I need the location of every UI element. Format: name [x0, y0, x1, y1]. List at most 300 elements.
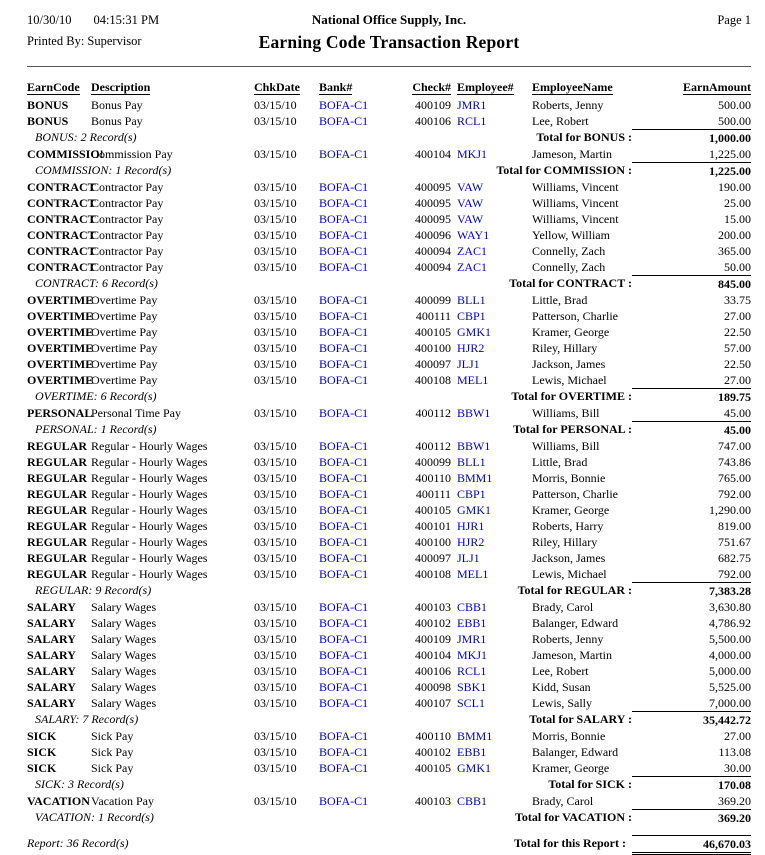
chk-date-cell: 03/15/10: [254, 696, 297, 710]
table-row: [27, 340, 751, 356]
description-cell: Regular - Hourly Wages: [91, 567, 208, 581]
check-number-cell: 400109: [415, 98, 451, 112]
bank-link[interactable]: BOFA-C1: [319, 535, 369, 549]
earn-amount-cell: 27.00: [724, 309, 751, 323]
bank-link[interactable]: BOFA-C1: [319, 648, 369, 662]
earn-code-cell: OVERTIME: [27, 357, 94, 371]
table-row: [27, 566, 751, 582]
group-record-count: REGULAR: 9 Record(s): [35, 583, 152, 597]
chk-date-cell: 03/15/10: [254, 471, 297, 485]
employee-name-cell: Lee, Robert: [532, 114, 589, 128]
col-employee: Employee#: [457, 80, 514, 94]
group-summary-row: [27, 809, 751, 826]
table-row: [27, 679, 751, 695]
bank-link[interactable]: BOFA-C1: [319, 212, 369, 226]
employee-link[interactable]: GMK1: [457, 761, 492, 775]
chk-date-cell: 03/15/10: [254, 729, 297, 743]
bank-link[interactable]: BOFA-C1: [319, 455, 369, 469]
description-cell: Sick Pay: [91, 745, 134, 759]
employee-link[interactable]: JMR1: [457, 632, 487, 646]
check-number-cell: 400110: [415, 471, 451, 485]
employee-name-cell: Patterson, Charlie: [532, 309, 618, 323]
check-number-cell: 400097: [415, 551, 451, 565]
chk-date-cell: 03/15/10: [254, 114, 297, 128]
employee-link[interactable]: JLJ1: [457, 357, 480, 371]
chk-date-cell: 03/15/10: [254, 632, 297, 646]
report-record-count: Report: 36 Record(s): [27, 836, 129, 850]
employee-name-cell: Balanger, Edward: [532, 745, 619, 759]
group-total-amount: 369.20: [632, 809, 751, 826]
employee-name-cell: Williams, Vincent: [532, 196, 619, 210]
check-number-cell: 400106: [415, 114, 451, 128]
earn-code-cell: OVERTIME: [27, 293, 94, 307]
bank-link[interactable]: BOFA-C1: [319, 680, 369, 694]
group-record-count: COMMISSION: 1 Record(s): [35, 163, 172, 177]
employee-link[interactable]: HJR1: [457, 519, 485, 533]
description-cell: Overtime Pay: [91, 309, 158, 323]
chk-date-cell: 03/15/10: [254, 309, 297, 323]
employee-link[interactable]: MKJ1: [457, 147, 488, 161]
chk-date-cell: 03/15/10: [254, 567, 297, 581]
earn-amount-cell: 3,630.80: [709, 600, 751, 614]
employee-link[interactable]: JLJ1: [457, 551, 480, 565]
check-number-cell: 400103: [415, 794, 451, 808]
employee-name-cell: Kidd, Susan: [532, 680, 591, 694]
check-number-cell: 400112: [415, 406, 451, 420]
bank-link[interactable]: BOFA-C1: [319, 357, 369, 371]
table-row: [27, 179, 751, 195]
earn-amount-cell: 500.00: [718, 98, 751, 112]
check-number-cell: 400106: [415, 664, 451, 678]
chk-date-cell: 03/15/10: [254, 98, 297, 112]
employee-name-cell: Morris, Bonnie: [532, 729, 606, 743]
bank-link[interactable]: BOFA-C1: [319, 406, 369, 420]
earn-code-cell: REGULAR: [27, 455, 88, 469]
chk-date-cell: 03/15/10: [254, 616, 297, 630]
table-row: [27, 243, 751, 259]
printed-by: Printed By: Supervisor: [27, 34, 142, 48]
description-cell: Regular - Hourly Wages: [91, 503, 208, 517]
description-cell: Salary Wages: [91, 696, 157, 710]
employee-link[interactable]: CBB1: [457, 794, 488, 808]
employee-link[interactable]: CBP1: [457, 309, 486, 323]
earn-amount-cell: 25.00: [724, 196, 751, 210]
bank-link[interactable]: BOFA-C1: [319, 260, 369, 274]
chk-date-cell: 03/15/10: [254, 664, 297, 678]
description-cell: Salary Wages: [91, 648, 157, 662]
employee-name-cell: Roberts, Harry: [532, 519, 604, 533]
group-record-count: VACATION: 1 Record(s): [35, 810, 154, 824]
employee-link[interactable]: BMM1: [457, 729, 493, 743]
check-number-cell: 400100: [415, 535, 451, 549]
employee-name-cell: Roberts, Jenny: [532, 632, 604, 646]
table-row: [27, 631, 751, 647]
description-cell: Personal Time Pay: [91, 406, 182, 420]
bank-link[interactable]: BOFA-C1: [319, 373, 369, 387]
employee-link[interactable]: RCL1: [457, 114, 487, 128]
employee-name-cell: Williams, Bill: [532, 439, 600, 453]
bank-link[interactable]: BOFA-C1: [319, 293, 369, 307]
title-band: [27, 32, 751, 62]
table-row: [27, 470, 751, 486]
check-number-cell: 400099: [415, 293, 451, 307]
earn-code-cell: REGULAR: [27, 503, 88, 517]
table-row: [27, 97, 751, 113]
earn-amount-cell: 751.67: [718, 535, 751, 549]
chk-date-cell: 03/15/10: [254, 745, 297, 759]
check-number-cell: 400105: [415, 503, 451, 517]
earn-code-cell: CONTRACT: [27, 260, 96, 274]
earn-amount-cell: 7,000.00: [709, 696, 751, 710]
header-rule: [27, 66, 751, 67]
employee-link[interactable]: HJR2: [457, 341, 485, 355]
employee-link[interactable]: ZAC1: [457, 244, 487, 258]
description-cell: Contractor Pay: [91, 180, 164, 194]
earn-amount-cell: 682.75: [718, 551, 751, 565]
earn-amount-cell: 45.00: [724, 406, 751, 420]
earn-amount-cell: 200.00: [718, 228, 751, 242]
earn-code-cell: BONUS: [27, 114, 69, 128]
earn-amount-cell: 4,000.00: [709, 648, 751, 662]
employee-link[interactable]: MEL1: [457, 567, 489, 581]
group-summary-row: [27, 582, 751, 599]
group-total-amount: 1,225.00: [632, 162, 751, 179]
earn-amount-cell: 1,290.00: [709, 503, 751, 517]
earn-code-cell: OVERTIME: [27, 341, 94, 355]
earn-amount-cell: 27.00: [724, 729, 751, 743]
report-total-amount: 46,670.03: [632, 835, 751, 855]
description-cell: Overtime Pay: [91, 373, 158, 387]
group-total-label: Total for BONUS :: [536, 130, 632, 144]
bank-link[interactable]: BOFA-C1: [319, 729, 369, 743]
print-datetime: [27, 13, 312, 28]
earn-amount-cell: 22.50: [724, 357, 751, 371]
table-row: [27, 760, 751, 776]
earn-code-cell: OVERTIME: [27, 325, 94, 339]
group-summary-row: [27, 275, 751, 292]
employee-link[interactable]: MKJ1: [457, 648, 488, 662]
earn-amount-cell: 33.75: [724, 293, 751, 307]
description-cell: Overtime Pay: [91, 325, 158, 339]
employee-link[interactable]: MEL1: [457, 373, 489, 387]
table-row: [27, 372, 751, 388]
table-row: [27, 195, 751, 211]
group-total-amount: 170.08: [632, 776, 751, 793]
description-cell: Contractor Pay: [91, 196, 164, 210]
chk-date-cell: 03/15/10: [254, 794, 297, 808]
employee-link[interactable]: EBB1: [457, 745, 487, 759]
table-row: [27, 695, 751, 711]
group-summary-row: [27, 162, 751, 179]
employee-link[interactable]: VAW: [457, 180, 484, 194]
earn-amount-cell: 765.00: [718, 471, 751, 485]
table-row: [27, 259, 751, 275]
table-row: [27, 502, 751, 518]
bank-link[interactable]: BOFA-C1: [319, 325, 369, 339]
bank-link[interactable]: BOFA-C1: [319, 600, 369, 614]
description-cell: Sick Pay: [91, 729, 134, 743]
earn-amount-cell: 57.00: [724, 341, 751, 355]
earn-code-cell: SICK: [27, 745, 57, 759]
employee-name-cell: Connelly, Zach: [532, 244, 606, 258]
description-cell: Salary Wages: [91, 616, 157, 630]
chk-date-cell: 03/15/10: [254, 439, 297, 453]
chk-date-cell: 03/15/10: [254, 551, 297, 565]
employee-link[interactable]: BLL1: [457, 293, 486, 307]
bank-link[interactable]: BOFA-C1: [319, 567, 369, 581]
description-cell: Commission Pay: [91, 147, 173, 161]
report-total-label: Total for this Report :: [514, 836, 626, 850]
earn-code-cell: REGULAR: [27, 487, 88, 501]
bank-link[interactable]: BOFA-C1: [319, 114, 369, 128]
table-row: [27, 227, 751, 243]
chk-date-cell: 03/15/10: [254, 260, 297, 274]
check-number-cell: 400112: [415, 439, 451, 453]
earn-code-cell: PERSONAL: [27, 406, 93, 420]
table-row: [27, 744, 751, 760]
bank-link[interactable]: BOFA-C1: [319, 551, 369, 565]
earn-code-cell: SALARY: [27, 696, 76, 710]
earn-code-cell: SALARY: [27, 680, 76, 694]
earn-code-cell: REGULAR: [27, 471, 88, 485]
company-name: National Office Supply, Inc.: [311, 12, 467, 27]
group-summary-row: [27, 129, 751, 146]
check-number-cell: 400096: [415, 228, 451, 242]
report-title: Earning Code Transaction Report: [258, 32, 520, 52]
col-earncode: EarnCode: [27, 80, 80, 94]
earn-amount-cell: 819.00: [718, 519, 751, 533]
employee-link[interactable]: BMM1: [457, 471, 493, 485]
table-row: [27, 663, 751, 679]
earn-code-cell: OVERTIME: [27, 373, 94, 387]
bank-link[interactable]: BOFA-C1: [319, 696, 369, 710]
earn-amount-cell: 15.00: [724, 212, 751, 226]
employee-link[interactable]: BBW1: [457, 406, 491, 420]
bank-link[interactable]: BOFA-C1: [319, 439, 369, 453]
description-cell: Regular - Hourly Wages: [91, 471, 208, 485]
group-summary-row: [27, 421, 751, 438]
description-cell: Bonus Pay: [91, 98, 143, 112]
employee-link[interactable]: CBB1: [457, 600, 488, 614]
earn-code-cell: REGULAR: [27, 535, 88, 549]
employee-name-cell: Kramer, George: [532, 503, 610, 517]
group-record-count: PERSONAL: 1 Record(s): [35, 422, 157, 436]
report-header: [27, 12, 751, 28]
employee-link[interactable]: RCL1: [457, 664, 487, 678]
employee-link[interactable]: CBP1: [457, 487, 486, 501]
bank-link[interactable]: BOFA-C1: [319, 487, 369, 501]
description-cell: Regular - Hourly Wages: [91, 519, 208, 533]
bank-link[interactable]: BOFA-C1: [319, 664, 369, 678]
earn-amount-cell: 5,500.00: [709, 632, 751, 646]
employee-name-cell: Riley, Hillary: [532, 535, 598, 549]
check-number-cell: 400102: [415, 745, 451, 759]
employee-name-cell: Lewis, Sally: [532, 696, 592, 710]
earn-amount-cell: 5,525.00: [709, 680, 751, 694]
bank-link[interactable]: BOFA-C1: [319, 180, 369, 194]
bank-link[interactable]: BOFA-C1: [319, 309, 369, 323]
chk-date-cell: 03/15/10: [254, 519, 297, 533]
employee-name-cell: Williams, Vincent: [532, 212, 619, 226]
employee-name-cell: Jameson, Martin: [532, 147, 612, 161]
employee-name-cell: Morris, Bonnie: [532, 471, 606, 485]
group-total-label: Total for SICK :: [548, 777, 632, 791]
description-cell: Salary Wages: [91, 680, 157, 694]
employee-link[interactable]: JMR1: [457, 98, 487, 112]
table-row: [27, 728, 751, 744]
employee-link[interactable]: SCL1: [457, 696, 486, 710]
table-row: [27, 534, 751, 550]
col-earnamount: EarnAmount: [682, 80, 751, 94]
check-number-cell: 400100: [415, 341, 451, 355]
earn-code-cell: SICK: [27, 761, 57, 775]
group-summary-row: [27, 711, 751, 728]
chk-date-cell: 03/15/10: [254, 503, 297, 517]
check-number-cell: 400104: [415, 147, 451, 161]
employee-name-cell: Kramer, George: [532, 761, 610, 775]
bank-link[interactable]: BOFA-C1: [319, 341, 369, 355]
group-total-label: Total for PERSONAL :: [512, 422, 632, 436]
earn-code-cell: SALARY: [27, 632, 76, 646]
check-number-cell: 400111: [415, 487, 451, 501]
description-cell: Salary Wages: [91, 664, 157, 678]
employee-name-cell: Jackson, James: [532, 551, 606, 565]
check-number-cell: 400108: [415, 373, 451, 387]
earn-code-cell: SALARY: [27, 664, 76, 678]
employee-name-cell: Patterson, Charlie: [532, 487, 618, 501]
earn-amount-cell: 747.00: [718, 439, 751, 453]
earn-code-cell: REGULAR: [27, 519, 88, 533]
table-row: [27, 615, 751, 631]
earn-amount-cell: 30.00: [724, 761, 751, 775]
earn-amount-cell: 113.08: [718, 745, 751, 759]
bank-link[interactable]: BOFA-C1: [319, 794, 369, 808]
table-row: [27, 146, 751, 162]
bank-link[interactable]: BOFA-C1: [319, 147, 369, 161]
description-cell: Regular - Hourly Wages: [91, 551, 208, 565]
table-row: [27, 518, 751, 534]
earn-amount-cell: 1,225.00: [709, 147, 751, 161]
description-cell: Contractor Pay: [91, 212, 164, 226]
bank-link[interactable]: BOFA-C1: [319, 632, 369, 646]
report-footer: [27, 835, 751, 855]
bank-link[interactable]: BOFA-C1: [319, 616, 369, 630]
description-cell: Regular - Hourly Wages: [91, 535, 208, 549]
table-row: [27, 405, 751, 421]
bank-link[interactable]: BOFA-C1: [319, 761, 369, 775]
employee-link[interactable]: VAW: [457, 196, 484, 210]
bank-link[interactable]: BOFA-C1: [319, 745, 369, 759]
employee-link[interactable]: BBW1: [457, 439, 491, 453]
earn-amount-cell: 365.00: [718, 244, 751, 258]
employee-link[interactable]: BLL1: [457, 455, 486, 469]
table-row: [27, 113, 751, 129]
group-record-count: OVERTIME: 6 Record(s): [35, 389, 157, 403]
employee-link[interactable]: GMK1: [457, 503, 492, 517]
earn-code-cell: OVERTIME: [27, 309, 94, 323]
description-cell: Overtime Pay: [91, 357, 158, 371]
employee-link[interactable]: EBB1: [457, 616, 487, 630]
employee-link[interactable]: WAY1: [457, 228, 490, 242]
check-number-cell: 400105: [415, 325, 451, 339]
bank-link[interactable]: BOFA-C1: [319, 244, 369, 258]
bank-link[interactable]: BOFA-C1: [319, 471, 369, 485]
col-employeename: EmployeeName: [532, 80, 613, 94]
earn-code-cell: CONTRACT: [27, 212, 96, 226]
table-row: [27, 793, 751, 809]
group-record-count: BONUS: 2 Record(s): [35, 130, 137, 144]
description-cell: Bonus Pay: [91, 114, 143, 128]
earn-code-cell: COMMISSIO!: [27, 147, 104, 161]
group-total-label: Total for CONTRACT :: [509, 276, 632, 290]
employee-name-cell: Lewis, Michael: [532, 567, 607, 581]
description-cell: Sick Pay: [91, 761, 134, 775]
employee-link[interactable]: HJR2: [457, 535, 485, 549]
chk-date-cell: 03/15/10: [254, 406, 297, 420]
earn-code-cell: CONTRACT: [27, 244, 96, 258]
earn-amount-cell: 743.86: [718, 455, 751, 469]
group-total-amount: 189.75: [632, 388, 751, 405]
earn-code-cell: CONTRACT: [27, 228, 96, 242]
employee-name-cell: Brady, Carol: [532, 600, 594, 614]
table-row: [27, 308, 751, 324]
earn-amount-cell: 5,000.00: [709, 664, 751, 678]
group-total-label: Total for VACATION :: [514, 810, 632, 824]
bank-link[interactable]: BOFA-C1: [319, 98, 369, 112]
employee-link[interactable]: SBK1: [457, 680, 487, 694]
check-number-cell: 400108: [415, 567, 451, 581]
chk-date-cell: 03/15/10: [254, 180, 297, 194]
group-total-amount: 35,442.72: [632, 711, 751, 728]
group-total-label: Total for OVERTIME :: [511, 389, 632, 403]
employee-name-cell: Jameson, Martin: [532, 648, 612, 662]
earn-amount-cell: 22.50: [724, 325, 751, 339]
employee-link[interactable]: VAW: [457, 212, 484, 226]
earn-amount-cell: 792.00: [718, 487, 751, 501]
col-bank: Bank#: [319, 80, 353, 94]
bank-link[interactable]: BOFA-C1: [319, 503, 369, 517]
employee-name-cell: Williams, Vincent: [532, 180, 619, 194]
col-chkdate: ChkDate: [254, 80, 301, 94]
chk-date-cell: 03/15/10: [254, 648, 297, 662]
bank-link[interactable]: BOFA-C1: [319, 519, 369, 533]
table-row: [27, 438, 751, 454]
check-number-cell: 400097: [415, 357, 451, 371]
earn-code-cell: SICK: [27, 729, 57, 743]
employee-link[interactable]: ZAC1: [457, 260, 487, 274]
earn-code-cell: SALARY: [27, 600, 76, 614]
description-cell: Overtime Pay: [91, 341, 158, 355]
group-total-amount: 845.00: [632, 275, 751, 292]
description-cell: Regular - Hourly Wages: [91, 439, 208, 453]
group-summary-row: [27, 776, 751, 793]
check-number-cell: 400094: [415, 244, 451, 258]
table-row: [27, 324, 751, 340]
chk-date-cell: 03/15/10: [254, 455, 297, 469]
description-cell: Salary Wages: [91, 600, 157, 614]
employee-name-cell: Lee, Robert: [532, 664, 589, 678]
earn-amount-cell: 369.20: [718, 794, 751, 808]
employee-name-cell: Jackson, James: [532, 357, 606, 371]
earn-code-cell: CONTRACT: [27, 196, 96, 210]
description-cell: Salary Wages: [91, 632, 157, 646]
group-total-label: Total for REGULAR :: [517, 583, 632, 597]
earn-code-cell: BONUS: [27, 98, 69, 112]
bank-link[interactable]: BOFA-C1: [319, 196, 369, 210]
bank-link[interactable]: BOFA-C1: [319, 228, 369, 242]
employee-link[interactable]: GMK1: [457, 325, 492, 339]
check-number-cell: 400103: [415, 600, 451, 614]
